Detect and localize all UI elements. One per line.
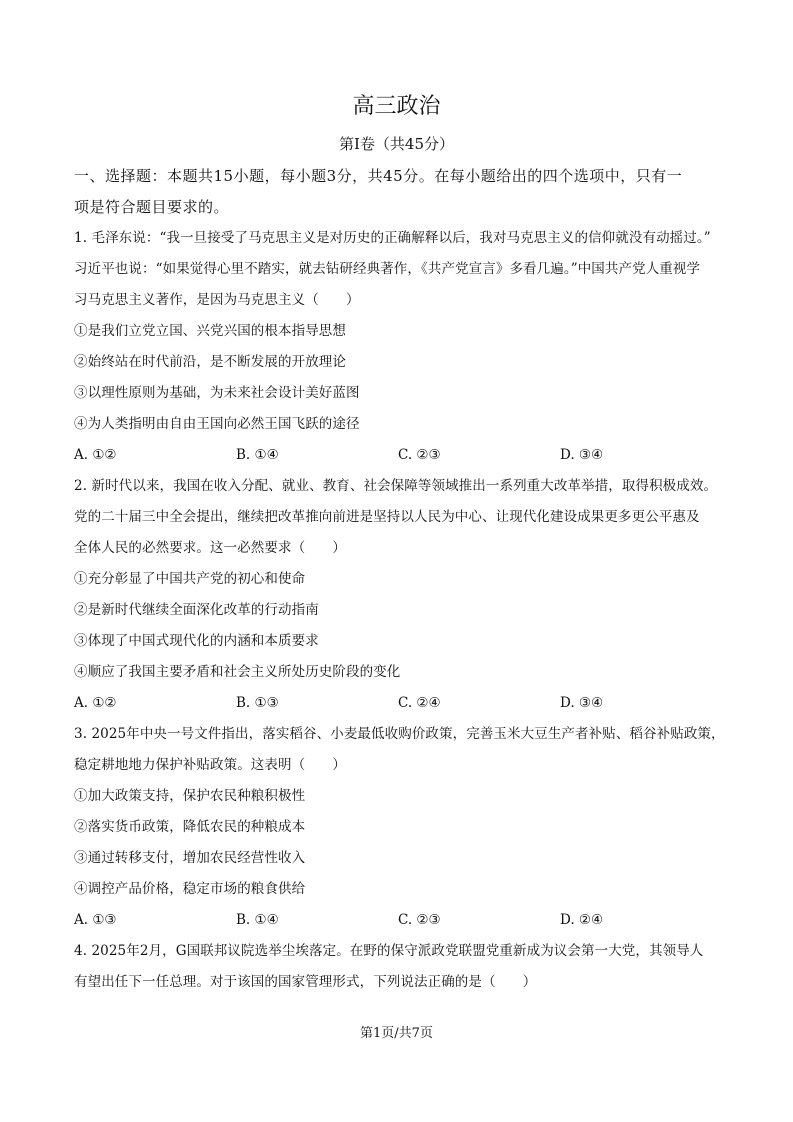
exam-content bbox=[74, 161, 725, 998]
statement-item: ①加大政策支持，保护农民种粮积极性 bbox=[74, 788, 306, 804]
statement-item: ④顺应了我国主要矛盾和社会主义所处历史阶段的变化 bbox=[74, 664, 401, 680]
option-b: B. ①④ bbox=[236, 912, 279, 928]
option-d: D. ②④ bbox=[560, 912, 604, 928]
answer-options bbox=[74, 440, 722, 471]
question-stem-line: 全体人民的必然要求。这一必然要求（ ） bbox=[74, 540, 346, 556]
option-a: A. ①② bbox=[74, 447, 117, 463]
page-number-footer: 第1页/共7页 bbox=[360, 1026, 433, 1041]
question-stem-line: 习马克思主义著作，是因为马克思主义（ ） bbox=[74, 292, 360, 308]
answer-options bbox=[74, 905, 722, 936]
section-line: 项是符合题目要求的。 bbox=[74, 198, 230, 216]
option-c: C. ②④ bbox=[398, 695, 441, 711]
question-stem-line: 1. 毛泽东说：“我一旦接受了马克思主义是对历史的正确解释以后，我对马克思主义的信仰就没有动摇过。” bbox=[74, 230, 711, 246]
option-c: C. ②③ bbox=[398, 912, 441, 928]
question-stem-line: 有望出任下一任总理。对于该国的国家管理形式，下列说法正确的是（ ） bbox=[74, 974, 537, 990]
question-stem-line: 稳定耕地地力保护补贴政策。这表明（ ） bbox=[74, 757, 346, 773]
answer-options bbox=[74, 688, 722, 719]
question-stem-line: 3. 2025年中央一号文件指出，落实稻谷、小麦最低收购价政策，完善玉米大豆生产者补贴、稻谷补贴政策， bbox=[74, 726, 725, 742]
statement-item: ③体现了中国式现代化的内涵和本质要求 bbox=[74, 633, 319, 649]
page-title: 高三政治 bbox=[352, 94, 441, 119]
statement-item: ②始终站在时代前沿，是不断发展的开放理论 bbox=[74, 354, 346, 370]
option-b: B. ①③ bbox=[236, 695, 279, 711]
question-2 bbox=[74, 471, 722, 719]
question-4 bbox=[74, 936, 722, 998]
part-title: 第Ⅰ卷（共45分） bbox=[338, 135, 454, 153]
statement-item: ③以理性原则为基础，为未来社会设计美好蓝图 bbox=[74, 385, 360, 401]
statement-item: ④调控产品价格，稳定市场的粮食供给 bbox=[74, 881, 306, 897]
section-instruction bbox=[74, 161, 722, 223]
statement-item: ④为人类指明由自由王国向必然王国飞跃的途径 bbox=[74, 416, 360, 432]
option-a: A. ①② bbox=[74, 695, 117, 711]
option-d: D. ③④ bbox=[560, 695, 604, 711]
question-stem-line: 党的二十届三中全会提出，继续把改革推向前进是坚持以人民为中心、让现代化建设成果更多更公平惠及 bbox=[74, 509, 700, 525]
option-d: D. ③④ bbox=[560, 447, 604, 463]
option-a: A. ①③ bbox=[74, 912, 117, 928]
question-stem-line: 2. 新时代以来，我国在收入分配、就业、教育、社会保障等领域推出一系列重大改革举措，取得积极成效。 bbox=[74, 478, 718, 494]
question-3 bbox=[74, 719, 725, 936]
statement-item: ②落实货币政策，降低农民的种粮成本 bbox=[74, 819, 306, 835]
question-stem-line: 4. 2025年2月，G国联邦议院选举尘埃落定。在野的保守派政党联盟党重新成为议会第一大党，其领导人 bbox=[74, 943, 704, 959]
section-line: 一、选择题：本题共15小题，每小题3分，共45分。在每小题给出的四个选项中，只有一 bbox=[74, 167, 683, 185]
statement-item: ①充分彰显了中国共产党的初心和使命 bbox=[74, 571, 306, 587]
statement-item: ②是新时代继续全面深化改革的行动指南 bbox=[74, 602, 319, 618]
statement-item: ③通过转移支付，增加农民经营性收入 bbox=[74, 850, 306, 866]
option-c: C. ②③ bbox=[398, 447, 441, 463]
question-stem-line: 习近平也说：“如果觉得心里不踏实，就去钻研经典著作，《共产党宣言》多看几遍。”中国共产党人重视学 bbox=[74, 261, 701, 277]
option-b: B. ①④ bbox=[236, 447, 279, 463]
statement-item: ①是我们立党立国、兴党兴国的根本指导思想 bbox=[74, 323, 346, 339]
question-1 bbox=[74, 223, 722, 471]
